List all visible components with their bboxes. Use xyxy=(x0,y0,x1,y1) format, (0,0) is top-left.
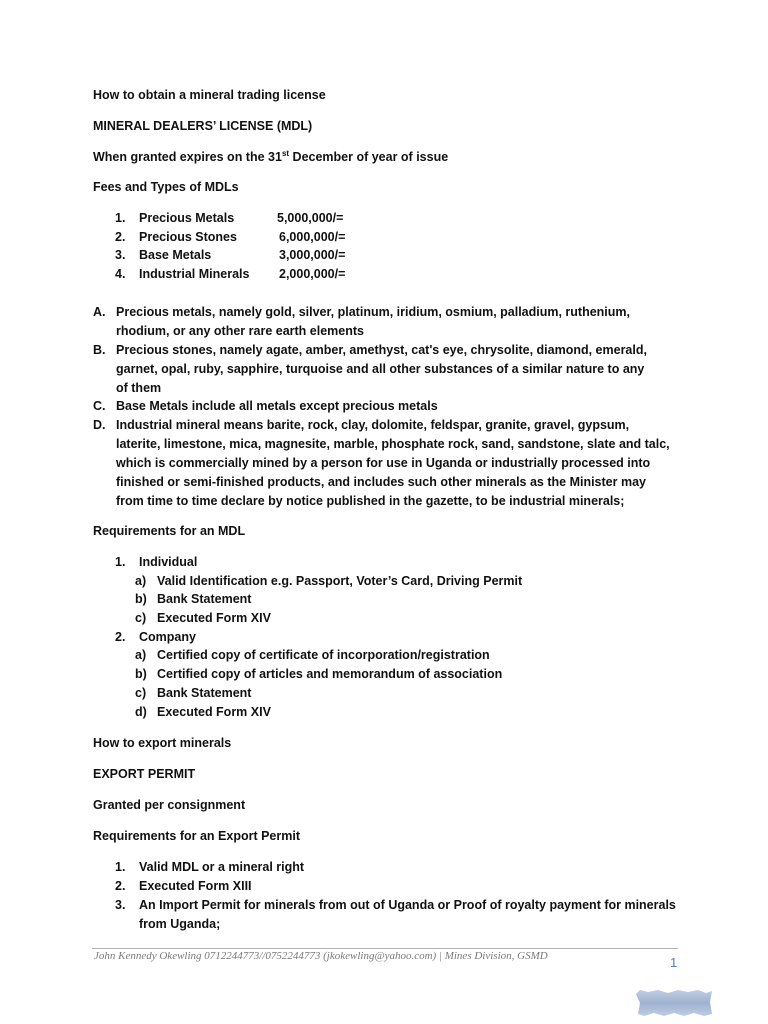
requirement-label: Individual xyxy=(139,555,198,569)
sub-item-text: Valid Identification e.g. Passport, Voter’s Card, Driving Permit xyxy=(157,574,523,588)
export-req-text: An Import Permit for minerals from out of Uganda or Proof of royalty payment for minerals from Uganda; xyxy=(139,898,676,931)
requirement-number: 2. xyxy=(115,630,126,644)
fees-heading: Fees and Types of MDLs xyxy=(93,180,239,194)
granted-note: Granted per consignment xyxy=(93,798,246,812)
fee-amount: 5,000,000/= xyxy=(277,211,344,225)
fee-amount: 6,000,000/= xyxy=(279,230,346,244)
fee-number: 3. xyxy=(115,248,126,262)
sub-item-text: Executed Form XIV xyxy=(157,611,271,625)
definition-letter: A. xyxy=(93,305,106,319)
fee-amount: 3,000,000/= xyxy=(279,248,346,262)
export-req-text: Executed Form XIII xyxy=(139,879,252,893)
export-permit-heading: EXPORT PERMIT xyxy=(93,767,196,781)
sub-item-letter: d) xyxy=(135,705,147,719)
fee-type: Base Metals xyxy=(139,248,212,262)
sub-item-text: Certified copy of certificate of incorporation/registration xyxy=(157,648,490,662)
definition-text: Precious stones, namely agate, amber, amethyst, cat's eye, chrysolite, diamond, emerald, garnet, opal, ruby, sapphire, turquoise and all other substances of a similar nature to any of them xyxy=(116,343,647,395)
export-req-number: 1. xyxy=(115,860,126,874)
sub-item-letter: c) xyxy=(135,686,147,700)
requirement-label: Company xyxy=(139,630,196,644)
sub-item-text: Certified copy of articles and memorandum of association xyxy=(157,667,503,681)
sub-item-text: Executed Form XIV xyxy=(157,705,271,719)
requirements-export-heading: Requirements for an Export Permit xyxy=(93,829,300,843)
fee-number: 1. xyxy=(115,211,126,225)
fee-type: Precious Metals xyxy=(139,211,235,225)
definition-text: Base Metals include all metals except precious metals xyxy=(116,399,438,413)
export-req-number: 2. xyxy=(115,879,126,893)
document-title: How to obtain a mineral trading license xyxy=(93,88,326,102)
definition-text: Industrial mineral means barite, rock, clay, dolomite, feldspar, granite, gravel, gypsum, laterite, limestone, mica, magnesite, marble, phosphate rock, sand, sandstone, slate and talc, which is commercially mined by a person for use in Uganda or industrially processed into finished or semi-finished products, and includes such other minerals as the Minister may from time to time declare by notice published in the gazette, to be industrial minerals; xyxy=(116,418,670,508)
sub-item-text: Bank Statement xyxy=(157,686,252,700)
export-req-number: 3. xyxy=(115,898,126,912)
mdl-heading: MINERAL DEALERS’ LICENSE (MDL) xyxy=(93,119,313,133)
fee-number: 2. xyxy=(115,230,126,244)
export-req-text: Valid MDL or a mineral right xyxy=(139,860,305,874)
footer-decoration-graphic xyxy=(634,988,714,1018)
footer-divider xyxy=(92,948,678,949)
sub-item-letter: c) xyxy=(135,611,147,625)
footer-text: John Kennedy Okewling 0712244773//0752244773 (jkokewling@yahoo.com) | Mines Division, GSMD xyxy=(94,950,548,962)
sub-item-letter: a) xyxy=(135,574,147,588)
definition-letter: C. xyxy=(93,399,106,413)
sub-item-letter: b) xyxy=(135,592,147,606)
requirement-number: 1. xyxy=(115,555,126,569)
requirements-mdl-heading: Requirements for an MDL xyxy=(93,524,246,538)
sub-item-text: Bank Statement xyxy=(157,592,252,606)
export-heading: How to export minerals xyxy=(93,736,232,750)
expiry-note: When granted expires on the 31st December of year of issue xyxy=(93,148,449,164)
fee-type: Industrial Minerals xyxy=(139,267,250,281)
fee-amount: 2,000,000/= xyxy=(279,267,346,281)
definition-text: Precious metals, namely gold, silver, platinum, iridium, osmium, palladium, ruthenium, rhodium, or any other rare earth elements xyxy=(116,305,631,338)
sub-item-letter: a) xyxy=(135,648,147,662)
sub-item-letter: b) xyxy=(135,667,147,681)
fee-number: 4. xyxy=(115,267,126,281)
page-number: 1 xyxy=(670,955,678,970)
fee-type: Precious Stones xyxy=(139,230,237,244)
definition-letter: D. xyxy=(93,418,106,432)
definition-letter: B. xyxy=(93,343,106,357)
